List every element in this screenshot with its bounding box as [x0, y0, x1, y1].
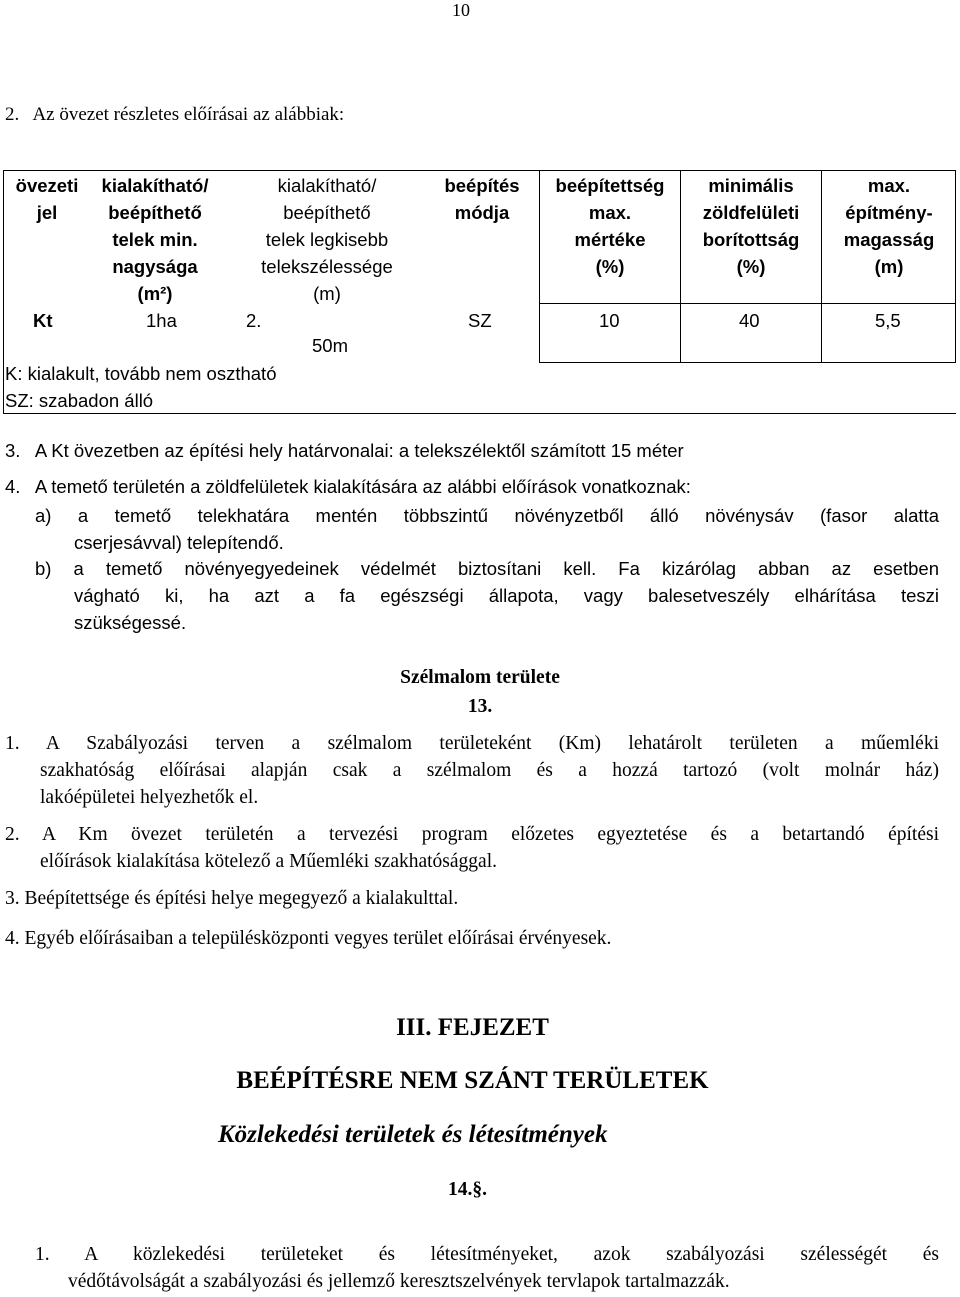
cell-number: 2. — [246, 310, 262, 331]
cell-built: 10 — [599, 310, 620, 331]
szelmalom-p3: 3. Beépítettsége és építési helye megegyező a kialakulttal. — [5, 888, 459, 909]
chapter-p1-line1: 1. A közlekedési területeket és létesítményeket, azok szabályozási szélességét és — [35, 1244, 939, 1265]
header-ovezeti-jel: övezeti jel — [15, 175, 79, 223]
cell-height: 5,5 — [875, 310, 901, 331]
cell-green: 40 — [739, 310, 760, 331]
chapter-p1-line2: védőtávolságát a szabályozási és jellemző keresztszelvények tervlapok tartalmazzák. — [68, 1271, 730, 1292]
item-4a-line1: a) a temető telekhatára mentén többszintű növényzetből álló növénysáv (fasor alatta — [35, 505, 939, 526]
szelmalom-p1-line3: lakóépületei helyezhetők el. — [40, 787, 259, 808]
item-4-intro: 4. A temető területén a zöldfelületek kialakítására az alábbi előírások vonatkoznak: — [5, 476, 691, 497]
chapter-title: BEÉPÍTÉSRE NEM SZÁNT TERÜLETEK — [236, 1067, 709, 1094]
header-epitmenymagassag: max. építmény- magasság (m) — [843, 175, 935, 277]
chapter-para-no: 14.§. — [448, 1179, 487, 1200]
chapter-number: III. FEJEZET — [396, 1014, 549, 1041]
szelmalom-p4: 4. Egyéb előírásaiban a településközponti vegyes terület előírásai érvényesek. — [5, 928, 612, 949]
section-2-heading: 2. Az övezet részletes előírásai az alábbiak: — [5, 104, 345, 125]
cell-jel: Kt — [33, 310, 53, 331]
szelmalom-p1-line1: 1. A Szabályozási terven a szélmalom területeként (Km) lehatárolt területen a műemléki — [5, 733, 939, 754]
szelmalom-para-no: 13. — [467, 696, 493, 717]
header-min-telek-nagysag: kialakítható/ beépíthető telek min. nagysága (m²) — [101, 175, 209, 304]
cell-mode: SZ — [468, 310, 492, 331]
header-zoldfelulet: minimális zöldfelületi borítottság (%) — [702, 175, 800, 277]
szelmalom-p1-line2: szakhatóság előírásai alapján csak a szélmalom és a hozzá tartozó (volt molnár ház) — [40, 760, 939, 781]
note-sz: SZ: szabadon álló — [5, 390, 154, 411]
szelmalom-title: Szélmalom területe — [400, 667, 560, 688]
header-beepites-modja: beépítés módja — [444, 175, 520, 223]
item-4b-line3: szükségessé. — [74, 612, 187, 633]
zoning-table — [3, 170, 956, 415]
page-number: 10 — [452, 0, 470, 20]
chapter-subtitle: Közlekedési területek és létesítmények — [218, 1121, 608, 1148]
header-telekszelesseg: kialakítható/ beépíthető telek legkisebb telekszélessége (m) — [261, 175, 393, 304]
note-k: K: kialakult, tovább nem osztható — [5, 363, 277, 384]
cell-min-size: 1ha — [146, 310, 177, 331]
item-4b-line2: vágható ki, ha azt a fa egészségi állapota, vagy balesetveszély elhárítása teszi — [74, 585, 939, 606]
cell-width: 50m — [312, 335, 348, 356]
item-4b-line1: b) a temető növényegyedeinek védelmét biztosítani kell. Fa kizárólag abban az esetben — [35, 558, 939, 579]
item-3: 3. A Kt övezetben az építési hely határvonalai: a telekszélektől számított 15 méter — [5, 440, 684, 461]
item-4a-line2: cserjesávval) telepítendő. — [74, 532, 284, 553]
header-beepitettseg: beépítettség max. mértéke (%) — [555, 175, 665, 277]
szelmalom-p2-line1: 2. A Km övezet területén a tervezési program előzetes egyeztetése és a betartandó építési — [5, 824, 939, 845]
szelmalom-p2-line2: előírások kialakítása kötelező a Műemléki szakhatósággal. — [40, 851, 498, 872]
